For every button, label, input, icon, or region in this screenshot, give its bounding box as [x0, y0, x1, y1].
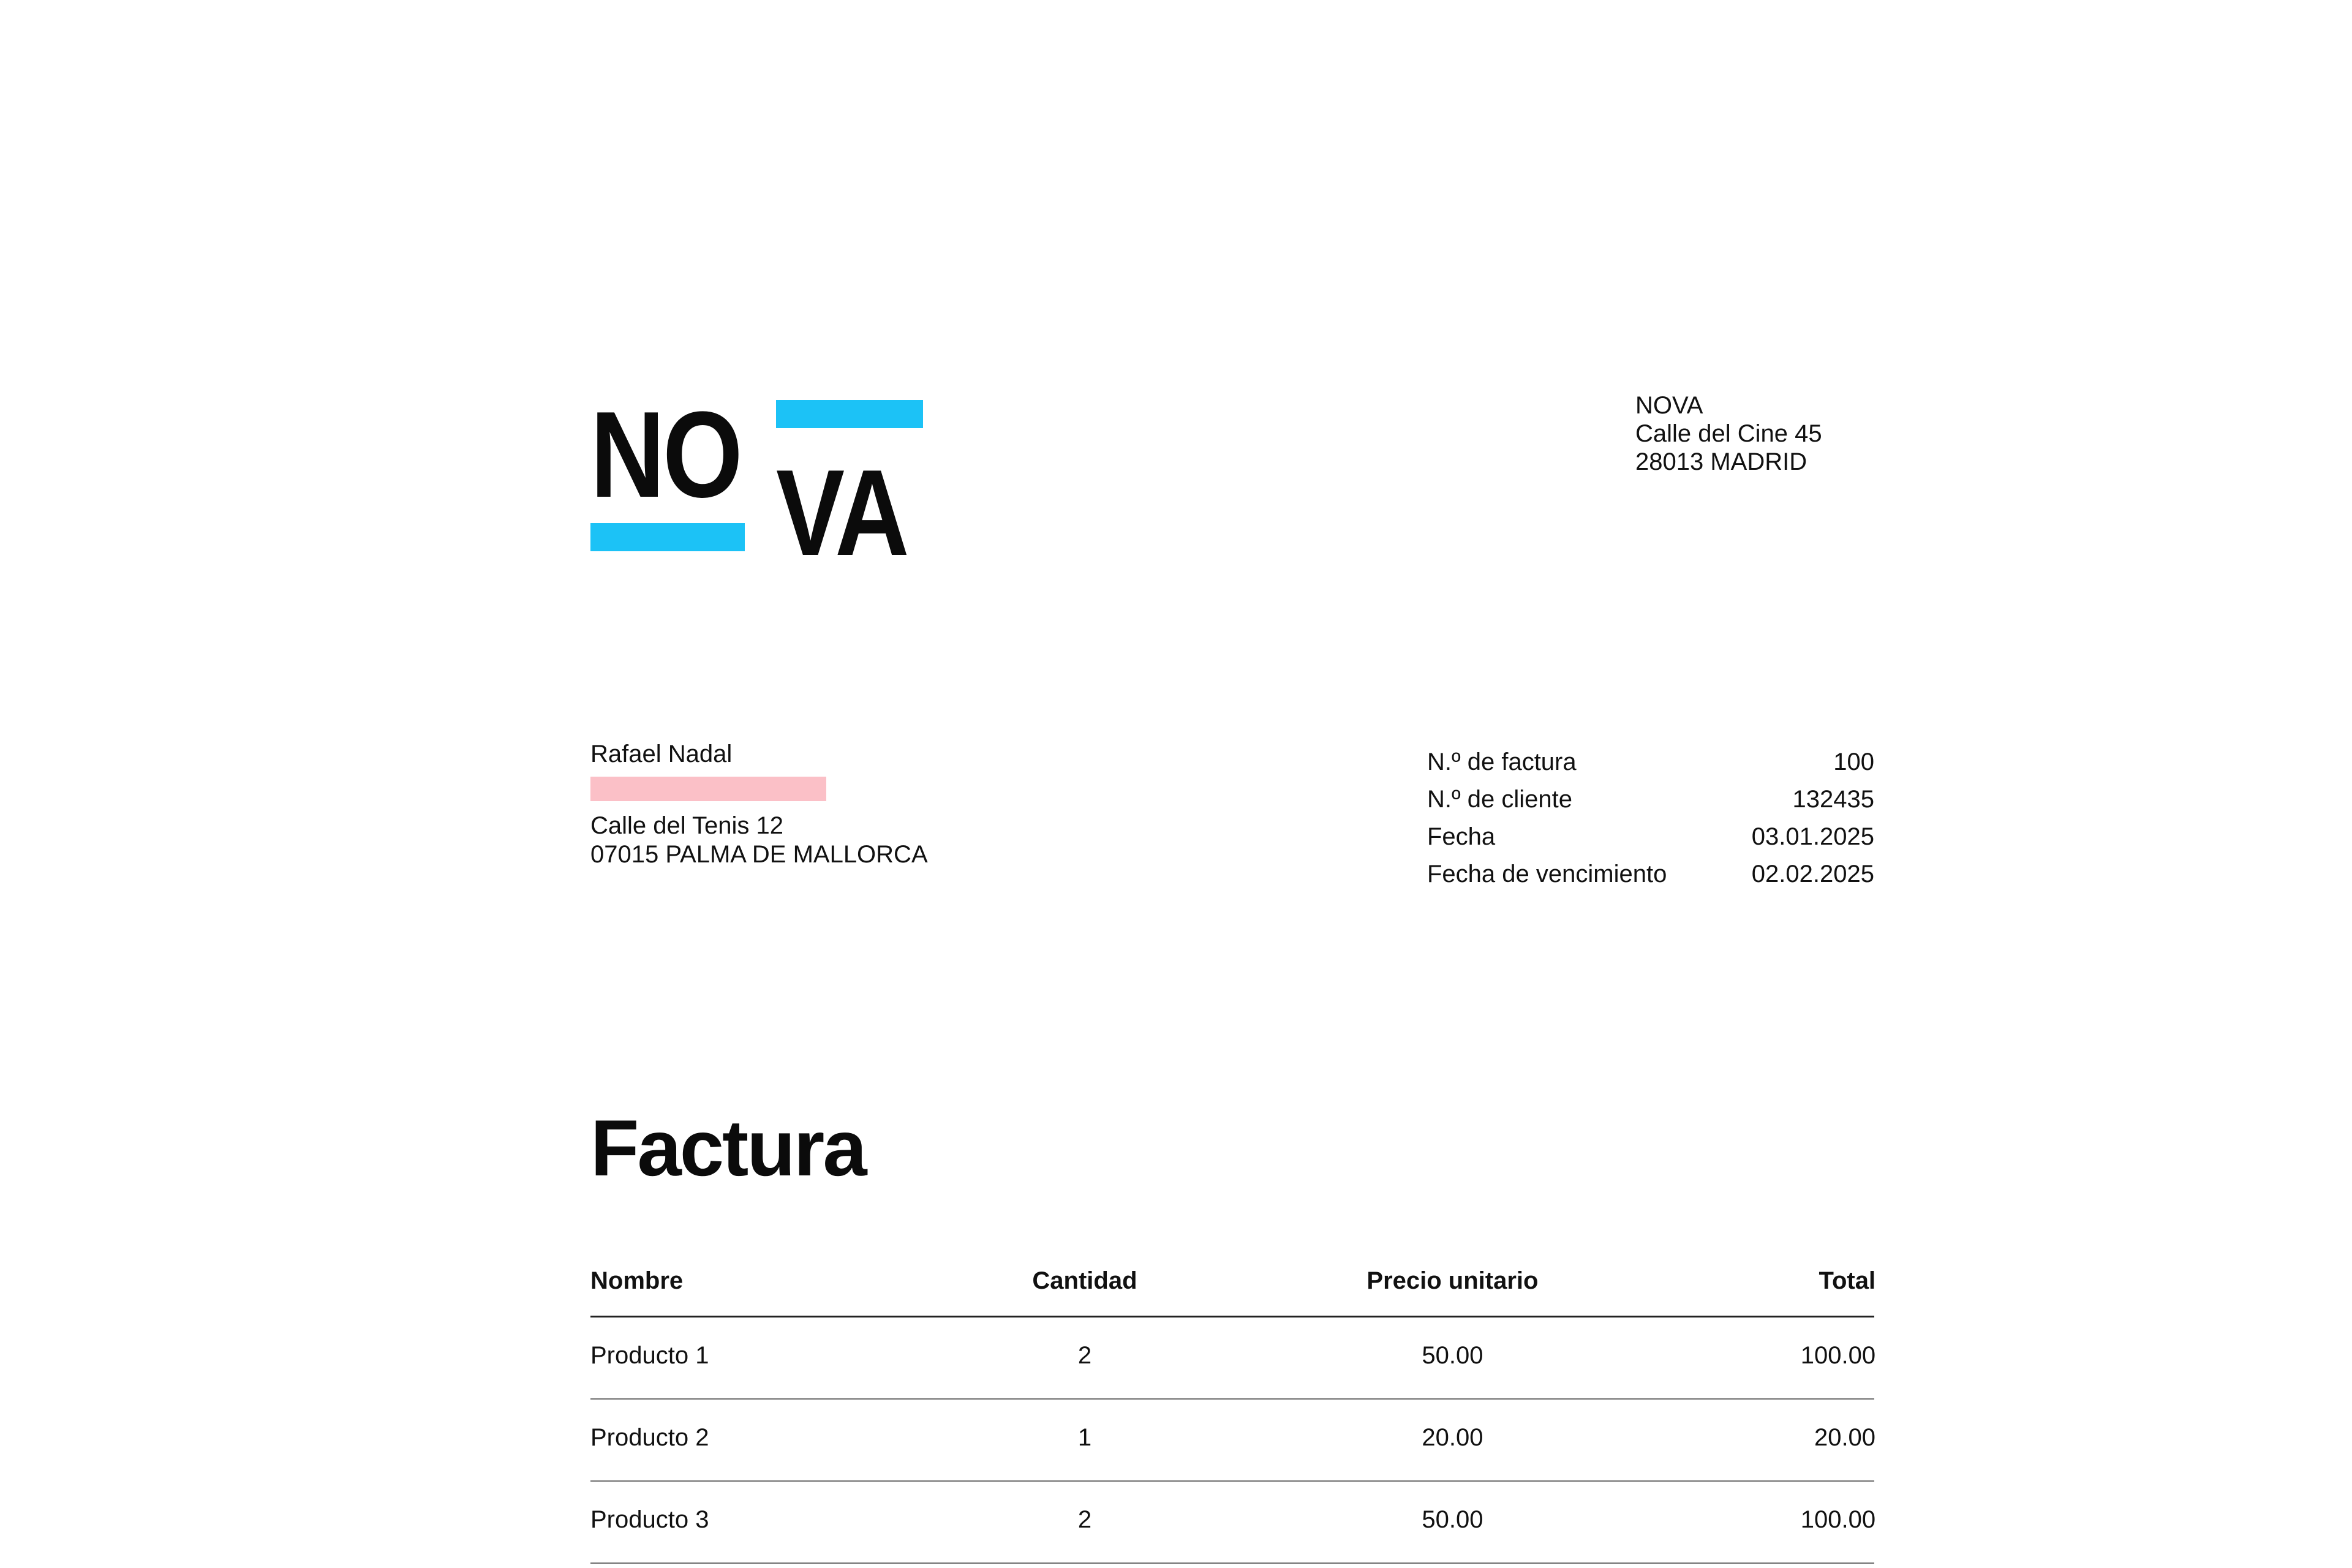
items-table	[590, 1267, 1874, 1564]
invoice-number-value: 100	[1833, 748, 1874, 775]
company-name: NOVA	[1635, 392, 1703, 419]
customer-address	[590, 812, 1019, 869]
item-name: Producto 3	[590, 1506, 709, 1533]
invoice-date-value: 03.01.2025	[1751, 823, 1874, 850]
customer-address-line2: 07015 PALMA DE MALLORCA	[590, 841, 928, 868]
invoice-number-label: N.º de factura	[1427, 748, 1577, 775]
meta-row-invoice-number	[1427, 748, 1874, 785]
table-row	[590, 1400, 1874, 1482]
item-total: 100.00	[1800, 1506, 1876, 1533]
invoice-date-label: Fecha	[1427, 823, 1496, 850]
company-address-line1: Calle del Cine 45	[1635, 420, 1822, 447]
customer-name: Rafael Nadal	[590, 741, 733, 767]
item-total: 20.00	[1814, 1424, 1876, 1451]
customer-redaction-bar	[590, 777, 826, 801]
company-logo	[590, 386, 933, 581]
item-quantity: 2	[1077, 1506, 1092, 1533]
logo-text-no: NO	[590, 386, 741, 523]
logo-bar-top	[776, 400, 923, 428]
due-date-value: 02.02.2025	[1751, 861, 1874, 888]
item-unit-price: 20.00	[1422, 1424, 1483, 1451]
column-header-quantity: Cantidad	[1032, 1267, 1137, 1294]
logo-text-va: VA	[776, 445, 908, 581]
item-name: Producto 2	[590, 1424, 709, 1451]
column-header-name: Nombre	[590, 1267, 684, 1294]
table-header-row	[590, 1267, 1874, 1317]
item-name: Producto 1	[590, 1342, 709, 1369]
item-quantity: 2	[1077, 1342, 1092, 1369]
column-header-total: Total	[1819, 1267, 1876, 1294]
due-date-label: Fecha de vencimiento	[1427, 861, 1667, 888]
item-total: 100.00	[1800, 1342, 1876, 1369]
customer-number-label: N.º de cliente	[1427, 786, 1572, 813]
company-address-line2: 28013 MADRID	[1635, 448, 1807, 475]
meta-row-customer-number	[1427, 785, 1874, 823]
logo-bar-bottom	[590, 523, 745, 551]
page-title: Factura	[590, 1103, 865, 1193]
column-header-unit-price: Precio unitario	[1366, 1267, 1539, 1294]
customer-number-value: 132435	[1792, 786, 1874, 813]
item-quantity: 1	[1077, 1424, 1092, 1451]
meta-row-date	[1427, 823, 1874, 860]
customer-block	[590, 740, 1019, 869]
invoice-meta	[1427, 748, 1874, 897]
item-unit-price: 50.00	[1422, 1342, 1483, 1369]
company-address-block	[1635, 391, 1822, 476]
meta-row-due-date	[1427, 860, 1874, 897]
table-row	[590, 1317, 1874, 1400]
customer-address-line1: Calle del Tenis 12	[590, 812, 784, 839]
table-row	[590, 1482, 1874, 1564]
item-unit-price: 50.00	[1422, 1506, 1483, 1533]
